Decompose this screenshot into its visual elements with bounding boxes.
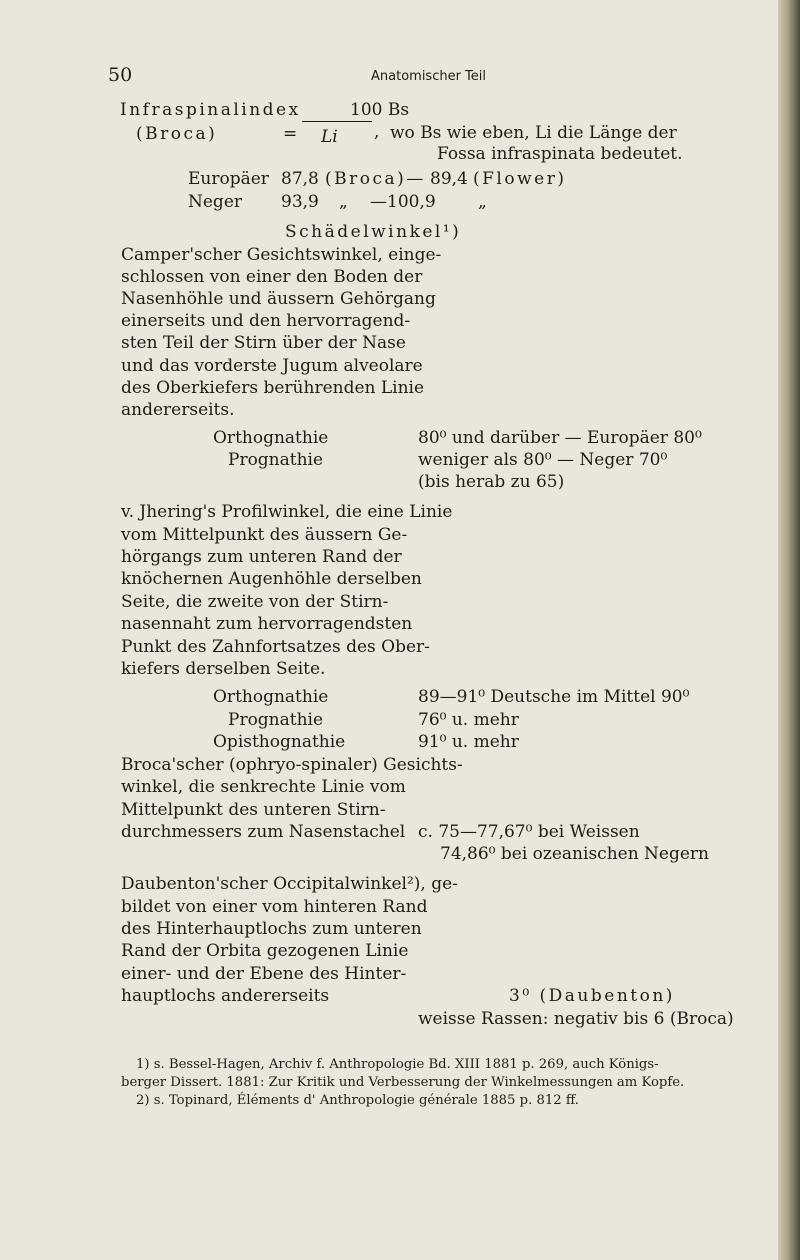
daubenton-line: Daubenton'scher Occipitalwinkel²), ge-: [121, 874, 458, 894]
jhering-term: Opisthognathie: [213, 732, 346, 752]
camper-line: sten Teil der Stirn über der Nase: [121, 333, 406, 353]
camper-line: einerseits und den hervorragend-: [121, 311, 411, 331]
daubenton-value: 3⁰ (Daubenton): [509, 986, 675, 1006]
camper-line: Camper'scher Gesichtswinkel, einge-: [121, 245, 442, 265]
infraspinal-explanation-2: Fossa infraspinata bedeutet.: [437, 144, 683, 164]
jhering-line: vom Mittelpunkt des äussern Ge-: [121, 525, 408, 545]
formula-numerator: 100 Bs: [350, 100, 410, 120]
daubenton-line: hauptlochs andererseits: [121, 986, 330, 1006]
jhering-line: Seite, die zweite von der Stirn-: [121, 592, 389, 612]
infraspinal-row-group: Neger: [188, 192, 243, 212]
fraction-bar: [302, 121, 372, 122]
infraspinal-row-source: (Broca)—: [325, 169, 426, 189]
camper-line: schlossen von einer den Boden der: [121, 267, 423, 287]
broca-value: 74,86⁰ bei ozeanischen Negern: [440, 844, 710, 864]
infraspinal-author: (Broca): [136, 124, 218, 144]
daubenton-line: einer- und der Ebene des Hinter-: [121, 964, 407, 984]
jhering-line: kiefers derselben Seite.: [121, 659, 326, 679]
infraspinal-row-source: „: [478, 192, 487, 212]
infraspinal-explanation-1: wo Bs wie eben, Li die Länge der: [390, 123, 677, 143]
broca-line: durchmessers zum Nasenstachel: [121, 822, 406, 842]
camper-value: 80⁰ und darüber — Europäer 80⁰: [418, 428, 702, 448]
jhering-term: Orthognathie: [213, 687, 329, 707]
infraspinal-row-source: „: [339, 192, 348, 212]
broca-line: Broca'scher (ophryo-spinaler) Gesichts-: [121, 755, 463, 775]
footnote-line: 1) s. Bessel-Hagen, Archiv f. Anthropologie Bd. XIII 1881 p. 269, auch Königs-: [136, 1057, 659, 1072]
footnote-line: berger Dissert. 1881: Zur Kritik und Verbesserung der Winkelmessungen am Kopfe.: [121, 1075, 685, 1090]
formula-equals: =: [283, 124, 298, 144]
camper-value: (bis herab zu 65): [418, 472, 565, 492]
jhering-line: hörgangs zum unteren Rand der: [121, 547, 402, 567]
camper-term: Orthognathie: [213, 428, 329, 448]
infraspinal-row-group: Europäer: [188, 169, 269, 189]
infraspinal-row-value: 93,9: [281, 192, 319, 212]
formula-comma: ,: [374, 122, 380, 142]
daubenton-line: Rand der Orbita gezogenen Linie: [121, 941, 409, 961]
running-title: Anatomischer Teil: [371, 69, 487, 84]
infraspinal-label: Infraspinalindex: [120, 100, 301, 120]
page-number: 50: [108, 64, 133, 86]
formula-denominator: Li: [321, 127, 338, 147]
daubenton-line: des Hinterhauptlochs zum unteren: [121, 919, 422, 939]
broca-value: c. 75—77,67⁰ bei Weissen: [418, 822, 640, 842]
camper-line: Nasenhöhle und äussern Gehörgang: [121, 289, 436, 309]
jhering-term: Prognathie: [228, 710, 324, 730]
jhering-line: v. Jhering's Profilwinkel, die eine Linie: [121, 502, 453, 522]
infraspinal-row-value: 89,4: [430, 169, 468, 189]
broca-line: winkel, die senkrechte Linie vom: [121, 777, 406, 797]
jhering-line: Punkt des Zahnfortsatzes des Ober-: [121, 637, 430, 657]
section-heading: Schädelwinkel¹): [285, 222, 462, 242]
jhering-line: knöchernen Augenhöhle derselben: [121, 569, 422, 589]
camper-value: weniger als 80⁰ — Neger 70⁰: [418, 450, 668, 470]
jhering-value: 76⁰ u. mehr: [418, 710, 519, 730]
jhering-line: nasennaht zum hervorragendsten: [121, 614, 413, 634]
camper-line: andererseits.: [121, 400, 235, 420]
camper-line: und das vorderste Jugum alveolare: [121, 356, 423, 376]
jhering-value: 91⁰ u. mehr: [418, 732, 519, 752]
infraspinal-row-source: (Flower): [473, 169, 567, 189]
daubenton-line: bildet von einer vom hinteren Rand: [121, 897, 428, 917]
jhering-value: 89—91⁰ Deutsche im Mittel 90⁰: [418, 687, 690, 707]
infraspinal-row-value: —100,9: [370, 192, 436, 212]
infraspinal-row-value: 87,8: [281, 169, 319, 189]
page-edge-shadow: [778, 0, 800, 1260]
camper-line: des Oberkiefers berührenden Linie: [121, 378, 425, 398]
camper-term: Prognathie: [228, 450, 324, 470]
broca-line: Mittelpunkt des unteren Stirn-: [121, 800, 386, 820]
daubenton-value: weisse Rassen: negativ bis 6 (Broca): [418, 1009, 734, 1029]
footnote-line: 2) s. Topinard, Éléments d' Anthropologie générale 1885 p. 812 ff.: [136, 1093, 579, 1108]
